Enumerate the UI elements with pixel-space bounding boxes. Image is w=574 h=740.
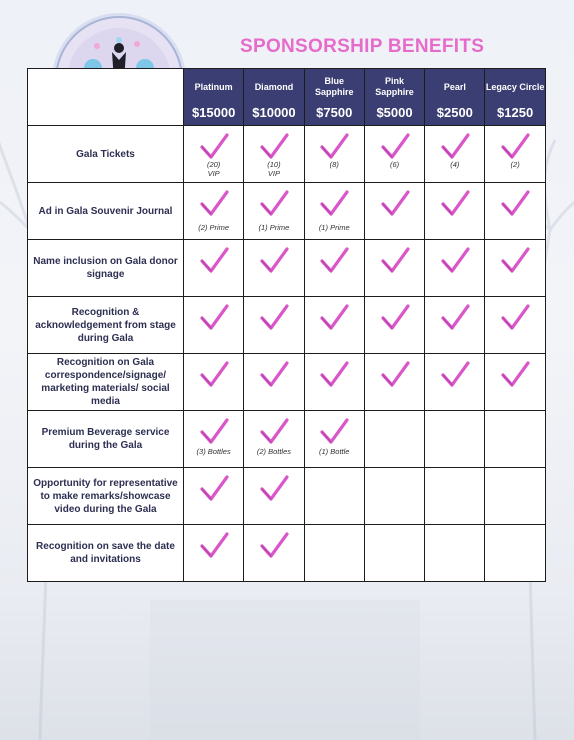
benefit-row (28, 183, 546, 240)
check-mark-icon (319, 246, 349, 274)
tier-name: Blue Sapphire (314, 76, 354, 97)
check-mark-icon (199, 303, 229, 331)
sponsorship-table (27, 68, 546, 582)
benefit-note: (1) Prime (258, 223, 290, 232)
benefit-note: (10) VIP (267, 160, 281, 178)
check-mark-icon (199, 246, 229, 274)
benefit-cell (425, 240, 485, 297)
tier-name: Legacy Circle (485, 81, 545, 92)
benefit-label: Opportunity for representative to make remarks/showcase video during the Gala (28, 468, 184, 525)
benefit-cell (485, 297, 545, 354)
header-corner (28, 69, 184, 126)
benefit-cell (425, 183, 485, 240)
tier-header-platinum (184, 69, 244, 126)
benefit-cell (304, 525, 364, 582)
check-mark-icon (259, 189, 289, 217)
check-mark-icon (199, 417, 229, 445)
tier-header-pink-sapphire (364, 69, 424, 126)
benefit-label: Ad in Gala Souvenir Journal (28, 183, 184, 240)
benefit-cell (425, 354, 485, 411)
benefit-cell (364, 525, 424, 582)
check-mark-icon (380, 360, 410, 388)
check-mark-icon (259, 531, 289, 559)
check-mark-icon (319, 303, 349, 331)
check-mark-icon (319, 132, 349, 160)
check-mark-icon (199, 531, 229, 559)
tier-price: $2500 (436, 105, 473, 120)
check-mark-icon (259, 303, 289, 331)
benefit-note: (3) Bottles (196, 447, 231, 456)
benefit-cell (364, 126, 424, 183)
check-mark-icon (500, 189, 530, 217)
benefit-cell (244, 354, 304, 411)
benefit-cell (184, 525, 244, 582)
benefit-cell (184, 468, 244, 525)
benefit-cell (485, 240, 545, 297)
check-mark-icon (199, 474, 229, 502)
check-mark-icon (380, 303, 410, 331)
check-mark-icon (500, 360, 530, 388)
benefit-note: (2) Bottles (256, 447, 292, 456)
benefit-cell (425, 525, 485, 582)
benefit-note: (1) Prime (318, 223, 350, 232)
check-mark-icon (440, 246, 470, 274)
check-mark-icon (259, 246, 289, 274)
benefit-cell (364, 354, 424, 411)
tier-header-pearl (425, 69, 485, 126)
benefit-cell (364, 183, 424, 240)
check-mark-icon (319, 189, 349, 217)
benefit-cell (485, 183, 545, 240)
benefit-row (28, 411, 546, 468)
check-mark-icon (199, 189, 229, 217)
tier-name: Platinum (194, 81, 233, 92)
check-mark-icon (500, 132, 530, 160)
benefit-cell (244, 183, 304, 240)
tier-header-blue-sapphire (304, 69, 364, 126)
tier-header-row (28, 69, 546, 126)
check-mark-icon (319, 360, 349, 388)
tier-name: Pink Sapphire (375, 76, 414, 97)
page-title: SPONSORSHIP BENEFITS (240, 36, 485, 57)
check-mark-icon (259, 132, 289, 160)
benefit-cell (304, 411, 364, 468)
benefit-cell (425, 297, 485, 354)
benefit-label: Recognition on save the date and invitations (28, 525, 184, 582)
benefit-cell (364, 240, 424, 297)
benefits-body (28, 126, 546, 582)
check-mark-icon (259, 474, 289, 502)
benefit-cell (425, 468, 485, 525)
check-mark-icon (199, 132, 229, 160)
benefit-label: Name inclusion on Gala donor signage (28, 240, 184, 297)
benefit-label: Recognition & acknowledgement from stage during Gala (28, 297, 184, 354)
tier-price: $5000 (376, 105, 413, 120)
check-mark-icon (259, 360, 289, 388)
benefit-cell (304, 240, 364, 297)
benefit-cell (304, 468, 364, 525)
benefit-cell (244, 468, 304, 525)
check-mark-icon (380, 189, 410, 217)
benefit-cell (184, 297, 244, 354)
check-mark-icon (259, 417, 289, 445)
benefit-cell (304, 297, 364, 354)
benefit-cell (425, 411, 485, 468)
tier-header-diamond (244, 69, 304, 126)
check-mark-icon (440, 360, 470, 388)
tier-name: Pearl (443, 81, 466, 92)
benefit-cell (364, 297, 424, 354)
benefit-cell (184, 411, 244, 468)
benefit-label: Recognition on Gala correspondence/signage/ marketing materials/ social media (28, 354, 184, 411)
check-mark-icon (380, 246, 410, 274)
benefit-note: (2) (510, 160, 520, 169)
benefit-cell (244, 411, 304, 468)
check-mark-icon (440, 189, 470, 217)
benefit-cell (304, 354, 364, 411)
benefit-row (28, 468, 546, 525)
tier-price: $1250 (497, 105, 534, 120)
benefit-cell (485, 468, 545, 525)
tier-price: $10000 (252, 105, 296, 120)
benefit-cell (485, 411, 545, 468)
benefit-cell (184, 183, 244, 240)
check-mark-icon (440, 303, 470, 331)
benefit-cell (304, 183, 364, 240)
benefit-cell (485, 525, 545, 582)
benefit-cell (244, 126, 304, 183)
check-mark-icon (380, 132, 410, 160)
benefit-note: (20) VIP (206, 160, 221, 178)
tier-price: $7500 (316, 105, 353, 120)
benefit-cell (364, 411, 424, 468)
benefit-note: (1) Bottle (319, 447, 350, 456)
benefit-label: Gala Tickets (28, 126, 184, 183)
benefit-cell (244, 240, 304, 297)
tier-price: $15000 (191, 105, 236, 120)
benefit-note: (6) (389, 160, 400, 169)
benefit-row (28, 126, 546, 183)
tier-name: Diamond (254, 81, 294, 92)
benefit-cell (244, 525, 304, 582)
benefit-cell (485, 354, 545, 411)
benefit-row (28, 525, 546, 582)
check-mark-icon (500, 303, 530, 331)
benefit-cell (425, 126, 485, 183)
benefit-note: (2) Prime (198, 223, 230, 232)
benefit-label: Premium Beverage service during the Gala (28, 411, 184, 468)
check-mark-icon (199, 360, 229, 388)
benefit-cell (184, 354, 244, 411)
benefit-cell (304, 126, 364, 183)
benefit-cell (184, 126, 244, 183)
benefit-row (28, 354, 546, 411)
benefit-cell (184, 240, 244, 297)
check-mark-icon (440, 132, 470, 160)
benefit-row (28, 297, 546, 354)
tier-header-legacy-circle (485, 69, 545, 126)
benefit-cell (244, 297, 304, 354)
check-mark-icon (319, 417, 349, 445)
benefit-cell (364, 468, 424, 525)
benefit-cell (485, 126, 545, 183)
benefit-note: (8) (329, 160, 339, 169)
benefit-note: (4) (450, 160, 460, 169)
check-mark-icon (500, 246, 530, 274)
benefit-row (28, 240, 546, 297)
